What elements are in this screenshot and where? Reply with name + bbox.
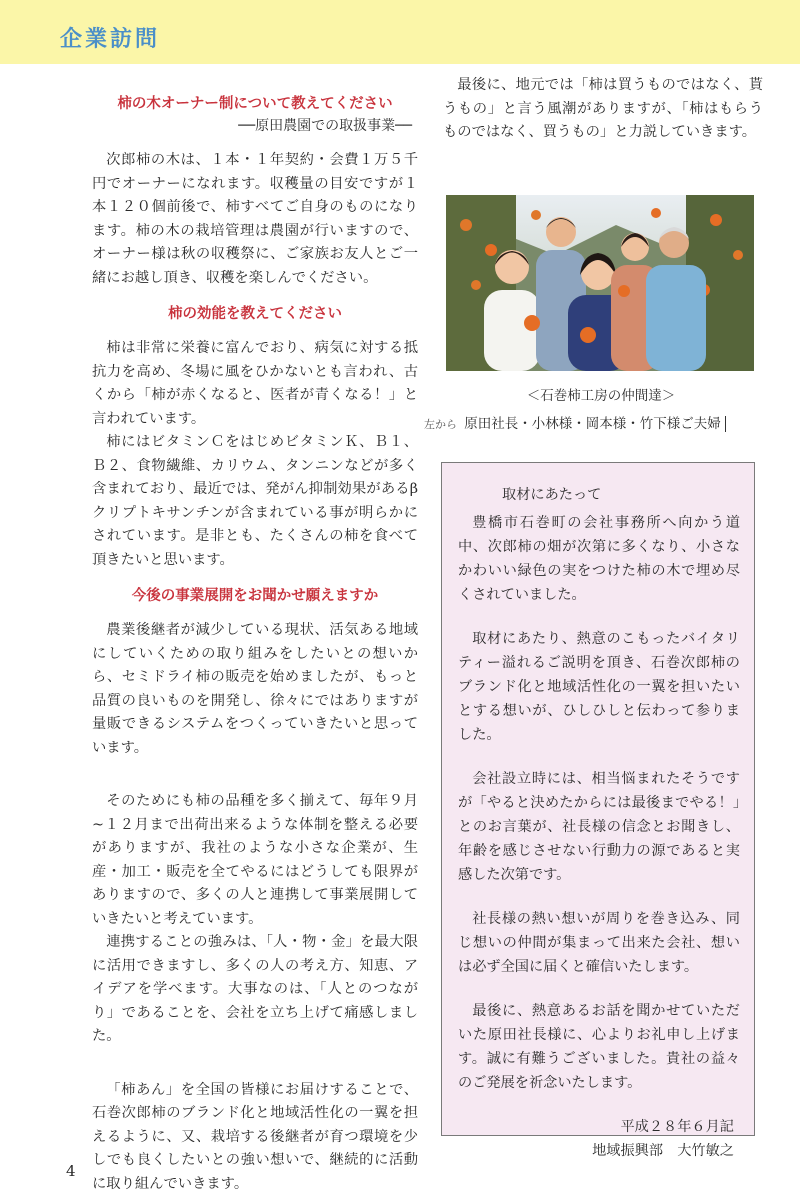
- paragraph: 会社設立時には、相当悩まれたそうですが「やると決めたからには最後までやる！」とのお言葉が、社長様の信念とお聞きし、年齢を感じさせない行動力の源であると実感した次第です。: [458, 771, 740, 883]
- paragraph: 最後に、熱意あるお話を聞かせていただいた原田社長様に、心よりお礼申し上げます。誠に有難うございました。貴社の益々のご発展を祈念いたします。: [458, 1003, 740, 1091]
- photo-caption: ＜石巻柿工房の仲間達＞: [526, 388, 676, 404]
- section-title: 企業訪問: [60, 27, 161, 52]
- names-list: 原田社長・小林様・岡本様・竹下様ご夫婦: [464, 416, 726, 432]
- paragraph: 農業後継者が減少している現状、活気ある地域にしていくための取り組みをしたいとの想いから、セミドライ柿の販売を始めましたが、もっと品質の良いものを開発し、徐々にではありますが量販できるシステムをつくっていきたいと思っています。: [92, 622, 418, 756]
- author-line: 地域振興部 大竹敏之: [592, 1143, 734, 1159]
- box-title: 取材にあたって: [502, 487, 602, 503]
- paragraph: 連携することの強みは、「人・物・金」を最大限に活用できますし、多くの人の考え方、知恵、アイデアを学べます。大事なのは、「人とのつながり」であることを、会社を立ち上げて痛感しました。: [92, 934, 418, 1044]
- left-column: [92, 92, 418, 1196]
- group-photo: [446, 195, 754, 371]
- paragraph: 次郎柿の木は、１本・１年契約・会費１万５千円でオーナーになれます。収穫量の目安ですが１本１２０個前後で、柿すべてご自身のものになります。柿の木の栽培管理は農園が行いますので、オーナー様は秋の収穫祭に、ご家族お友人とご一緒にお越し頂き、収穫を楽しんでください。: [92, 152, 418, 286]
- page-number: 4: [66, 1162, 76, 1180]
- date-line: 平成２８年６月記: [620, 1119, 734, 1135]
- paragraph: 柿にはビタミンＣをはじめビタミンＫ、Ｂ１、Ｂ２、食物繊維、カリウム、タンニンなどが多く含まれており、最近では、発がん抑制効果があるβクリプトキサンチンが含まれている事が明らかにされています。是非とも、たくさんの柿を食べて頂きたいと思います。: [92, 434, 418, 568]
- paragraph: 「柿あん」を全国の皆様にお届けすることで、石巻次郎柿のブランド化と地域活性化の一翼を担えるように、又、栽培する後継者が育つ環境を少しでも良くしたいとの強い想いで、継続的に活動に取り組んでいきます。: [92, 1081, 418, 1192]
- subheading-business: ──原田農園での取扱事業──: [238, 118, 412, 134]
- paragraph: 社長様の熱い想いが周りを巻き込み、同じ想いの仲間が集まって出来た会社、想いは必ず全国に届くと確信いたします。: [458, 911, 740, 975]
- paragraph: 柿は非常に栄養に富んでおり、病気に対する抵抗力を高め、冬場に風をひかないとも言われ、古くから「柿が赤くなると、医者が青くなる！」と言われています。: [92, 340, 418, 427]
- names-prefix: 左から: [424, 418, 457, 431]
- photo-names: [424, 412, 764, 432]
- paragraph: 豊橋市石巻町の会社事務所へ向かう道中、次郎柿の畑が次第に多くなり、小さなかわいい緑色の実をつけた柿の木で埋め尽くされていました。: [458, 515, 740, 603]
- paragraph: 最後に、地元では「柿は買うものではなく、貰うもの」と言う風潮がありますが、「柿はもらうものではなく、買うもの」と力説していきます。: [443, 77, 763, 140]
- heading-future: 今後の事業展開をお聞かせ願えますか: [131, 587, 379, 604]
- paragraph: 取材にあたり、熱意のこもったバイタリティー溢れるご説明を頂き、石巻次郎柿のブランド化と地域活性化の一翼を担いたいとする想いが、ひしひしと伝わって参りました。: [458, 631, 740, 743]
- heading-benefits: 柿の効能を教えてください: [168, 305, 342, 322]
- group-photo-illustration: [446, 195, 754, 371]
- section-header: [0, 0, 800, 64]
- paragraph: そのためにも柿の品種を多く揃えて、毎年９月~１２月まで出荷出来るような体制を整える必要がありますが、我社のような小さな企業が、生産・加工・販売を全てやるにはどうしても限界がありますので、多くの人と連携して事業展開していきたいと考えています。: [92, 793, 418, 927]
- interview-notes-box: [441, 462, 755, 1159]
- heading-owner-system: 柿の木オーナー制について教えてください: [117, 95, 393, 112]
- right-column-top: [443, 74, 763, 145]
